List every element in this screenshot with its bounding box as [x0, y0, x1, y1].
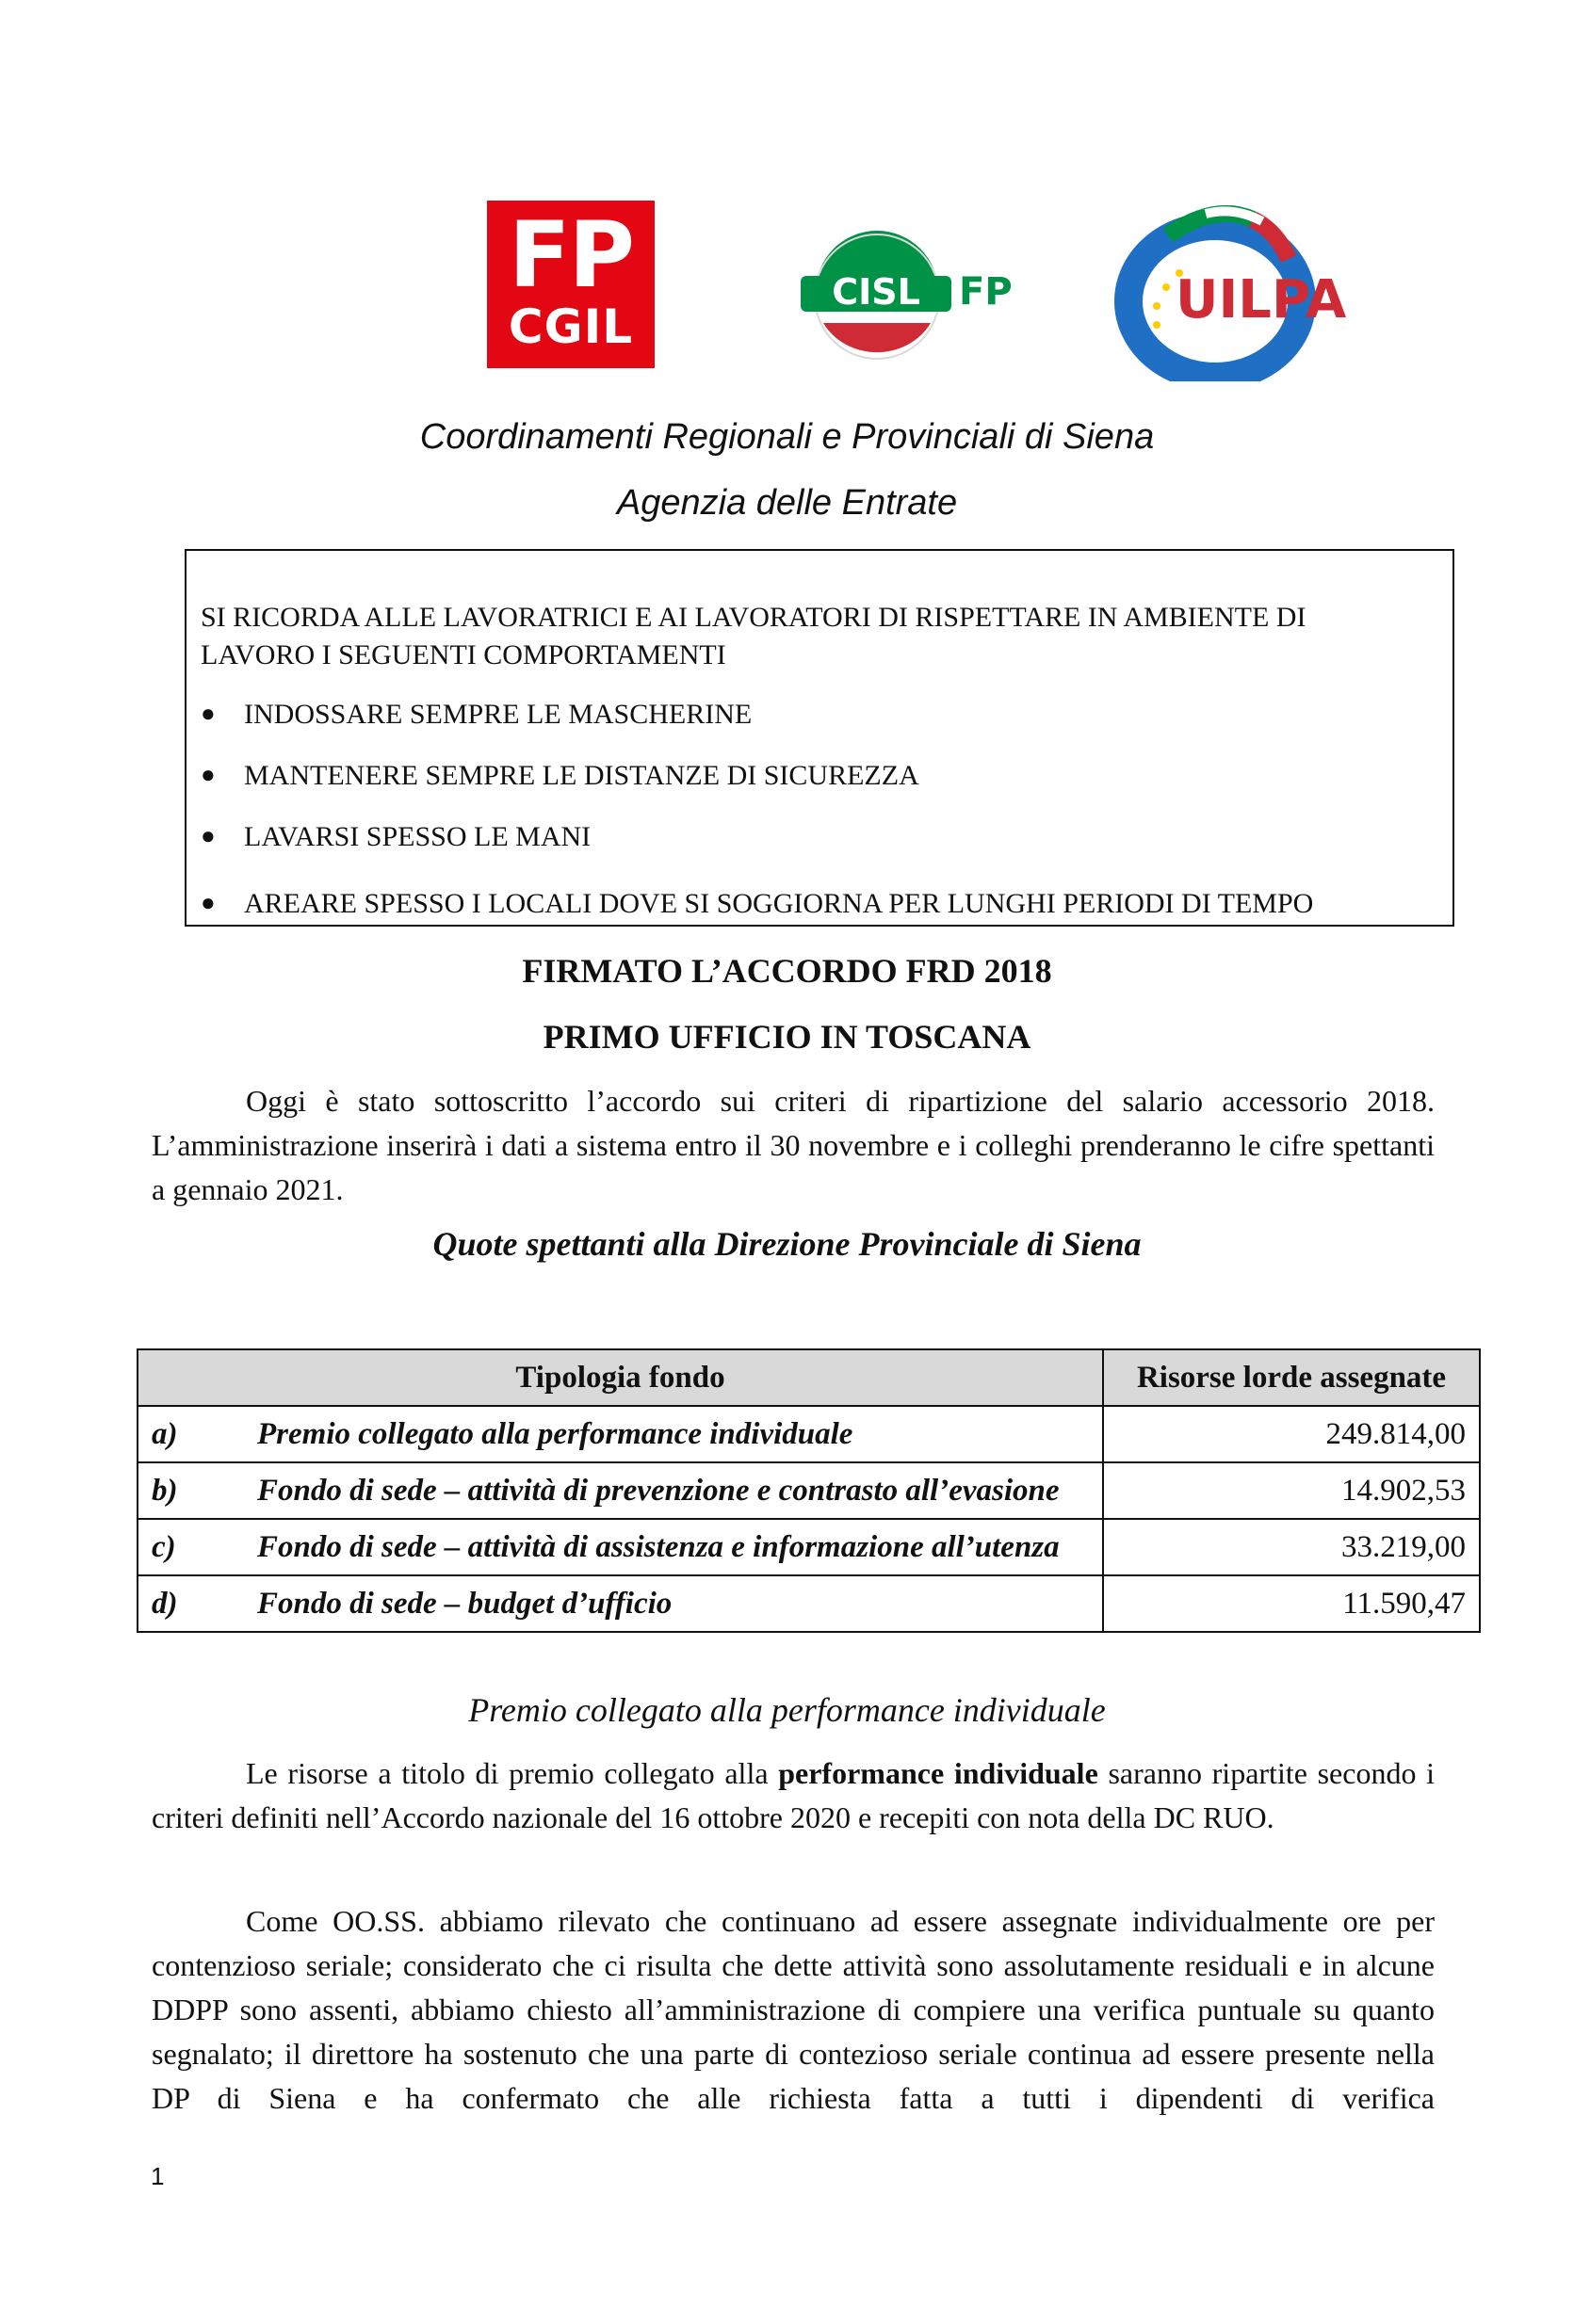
- bullet-icon: ●: [201, 761, 216, 788]
- fp-cgil-logo-top: FP: [509, 202, 633, 308]
- notice-item: [201, 758, 919, 793]
- p1-text-bold: performance individuale: [778, 1756, 1098, 1790]
- fp-cgil-logo: [487, 201, 655, 368]
- bullet-icon: ●: [201, 822, 216, 849]
- bullet-icon: ●: [201, 889, 216, 916]
- row-amount: 11.590,47: [1103, 1575, 1480, 1632]
- performance-paragraph-1: [152, 1751, 1435, 1840]
- notice-item: [201, 886, 1313, 921]
- notice-item: [201, 819, 591, 854]
- notice-item-text: MANTENERE SEMPRE LE DISTANZE DI SICUREZZA: [244, 760, 919, 791]
- safety-notice-box: [185, 549, 1454, 927]
- cisl-logo-text: CISL: [832, 271, 920, 313]
- table-row: [138, 1462, 1480, 1519]
- sub-title: PRIMO UFFICIO IN TOSCANA: [543, 1018, 1031, 1056]
- bullet-icon: ●: [201, 700, 216, 727]
- row-letter: d): [138, 1575, 231, 1632]
- row-description: Premio collegato alla performance individuale: [231, 1406, 1103, 1462]
- row-amount: 249.814,00: [1103, 1406, 1480, 1462]
- performance-section-title: Premio collegato alla performance individuale: [468, 1691, 1106, 1729]
- notice-intro: SI RICORDA ALLE LAVORATRICI E AI LAVORATORI DI RISPETTARE IN AMBIENTE DI LAVORO I SEGUENTI COMPORTAMENTI: [201, 602, 1306, 670]
- coordinamenti-subtitle: Coordinamenti Regionali e Provinciali di Siena: [419, 417, 1155, 457]
- p1-text-before: Le risorse a titolo di premio collegato alla: [246, 1756, 779, 1790]
- table-row: [138, 1406, 1480, 1462]
- agenzia-subtitle: Agenzia delle Entrate: [616, 483, 958, 523]
- row-letter: b): [138, 1462, 231, 1519]
- row-amount: 33.219,00: [1103, 1519, 1480, 1575]
- table-header-risorse: Risorse lorde assegnate: [1103, 1349, 1480, 1406]
- fp-cgil-logo-bottom: CGIL: [508, 299, 634, 354]
- notice-item: [201, 697, 752, 732]
- table-row: [138, 1519, 1480, 1575]
- row-description: Fondo di sede – attività di assistenza e informazione all’utenza: [231, 1519, 1103, 1575]
- intro-paragraph: [152, 1079, 1435, 1212]
- row-description: Fondo di sede – budget d’ufficio: [231, 1575, 1103, 1632]
- cisl-fp-logo-text: FP: [959, 270, 1013, 314]
- row-letter: a): [138, 1406, 231, 1462]
- uilpa-logo-text: UILPA: [1176, 269, 1347, 331]
- row-description: Fondo di sede – attività di prevenzione e contrasto all’evasione: [231, 1462, 1103, 1519]
- fund-table: [137, 1348, 1481, 1633]
- cisl-fp-logo: [797, 212, 1032, 372]
- performance-paragraph-2: [152, 1899, 1435, 2121]
- table-header-tipologia: Tipologia fondo: [138, 1349, 1103, 1406]
- row-letter: c): [138, 1519, 231, 1575]
- quote-section-title: Quote spettanti alla Direzione Provinciale di Siena: [432, 1225, 1142, 1263]
- page-number: 1: [151, 2162, 165, 2190]
- logo-bar: [0, 193, 1574, 391]
- main-title: FIRMATO L’ACCORDO FRD 2018: [522, 952, 1052, 990]
- uilpa-logo: [1112, 193, 1356, 381]
- intro-paragraph-text: Oggi è stato sottoscritto l’accordo sui criteri di ripartizione del salario accessorio 2018. L’amministrazione inserirà i dati a sistema entro il 30 novembre e i colleghi prenderanno le cifre spettanti a gennaio 2021.: [152, 1084, 1435, 1206]
- p2-text: Come OO.SS. abbiamo rilevato che continuano ad essere assegnate individualmente ore per contenzioso seriale; considerato che ci risulta che dette attività sono assolutamente residuali e in alcune DDPP sono assenti, abbiamo chiesto all’amministrazione di compiere una verifica puntuale su quanto segnalato; il direttore ha sostenuto che una parte di contezioso seriale continua ad essere presente nella DP di Siena e ha confermato che alle richiesta fatta a tutti i dipendenti di verifica: [152, 1904, 1435, 2115]
- notice-item-text: AREARE SPESSO I LOCALI DOVE SI SOGGIORNA PER LUNGHI PERIODI DI TEMPO: [244, 888, 1314, 919]
- table-row: [138, 1575, 1480, 1632]
- notice-item-text: LAVARSI SPESSO LE MANI: [244, 821, 592, 852]
- table-header-row: [138, 1349, 1480, 1406]
- p1-text-after: saranno ripartite secondo i criteri definiti nell’Accordo nazionale del 16 ottobre 2020 e recepiti con nota della DC RUO.: [152, 1756, 1436, 1834]
- notice-item-text: INDOSSARE SEMPRE LE MASCHERINE: [244, 699, 753, 730]
- row-amount: 14.902,53: [1103, 1462, 1480, 1519]
